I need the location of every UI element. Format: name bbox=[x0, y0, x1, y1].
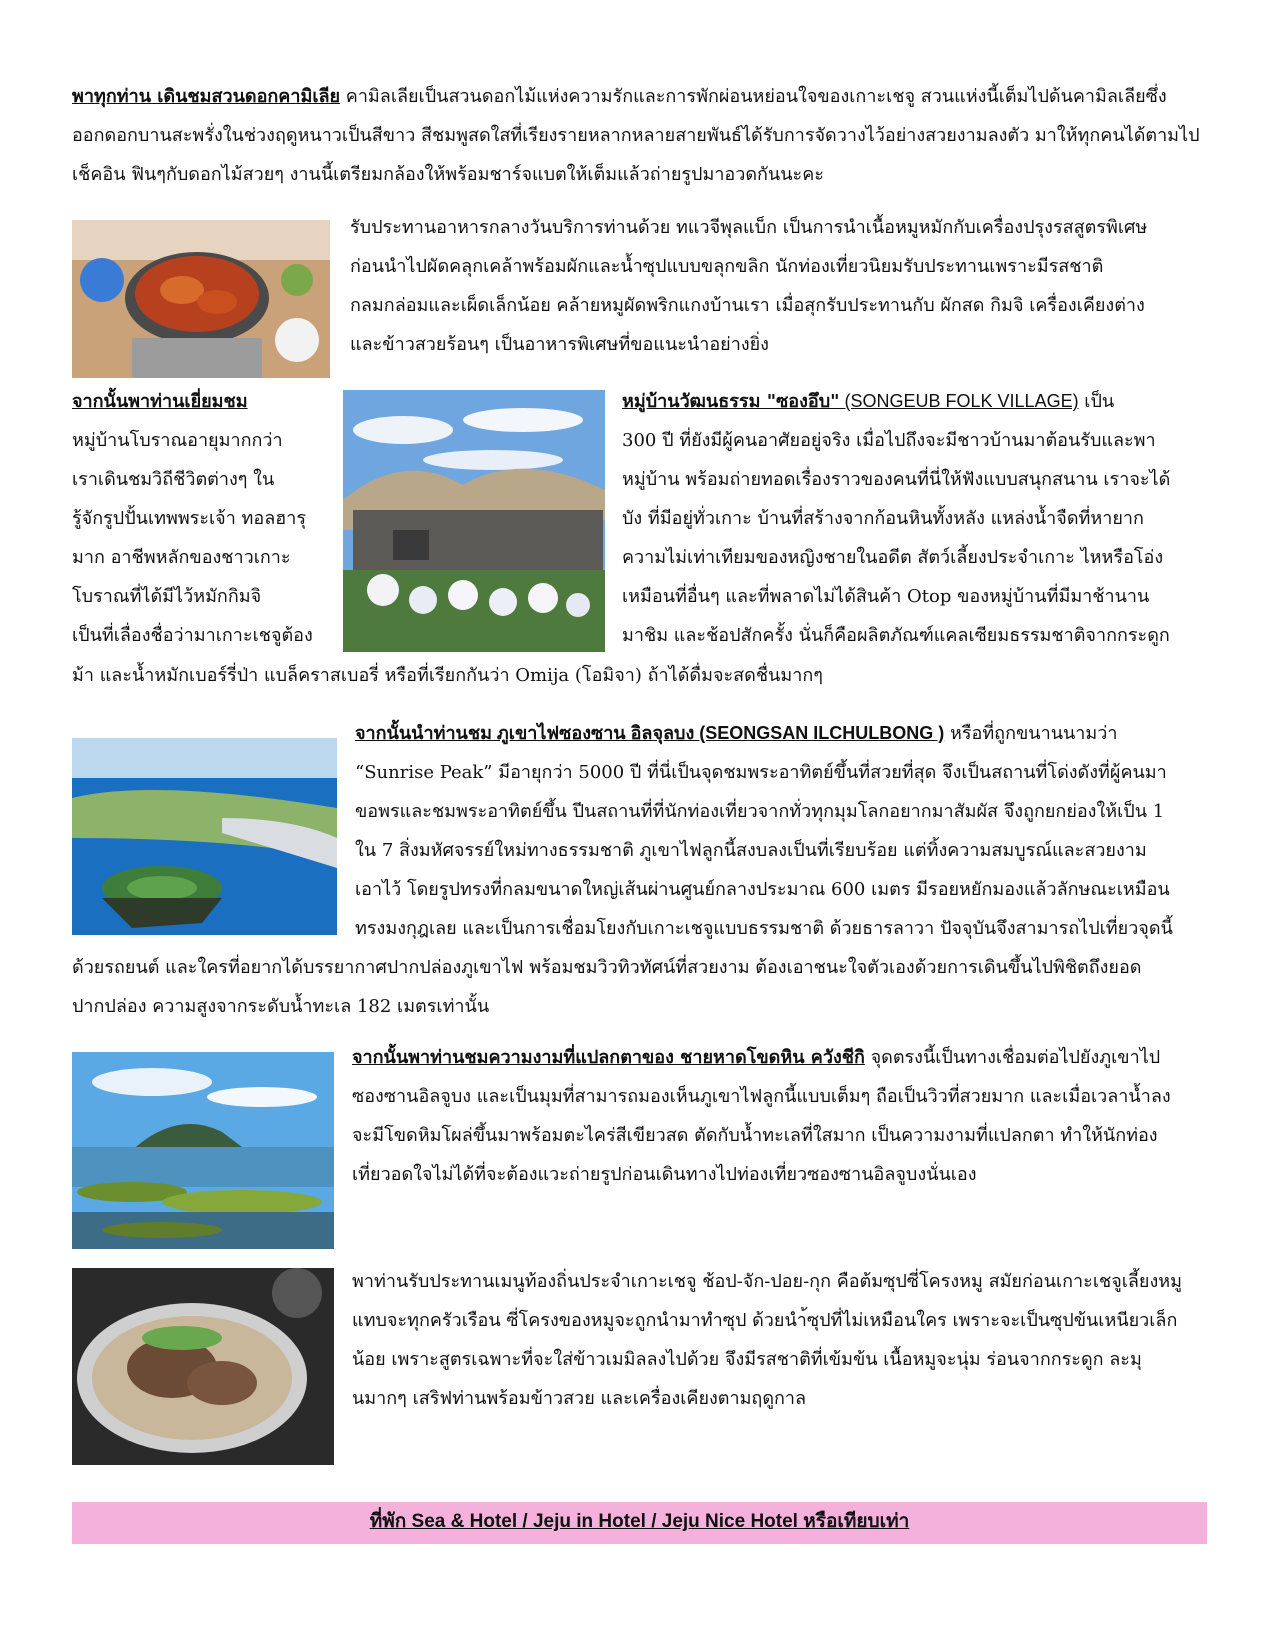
lunch-paragraph: รับประทานอาหารกลางวันบริการท่านด้วย ทแวจีพุลแบ็ก เป็นการนำเนื้อหมูหมักกับเครื่องปรุงรสสูตรพิเศษก่อนนำไปผัดคลุกเคล้าพร้อมผักและน้ำซุปแบบขลุกขลิก นักท่องเที่ยวนิยมรับประทานเพราะมีรสชาติกลมกล่อมและเผ็ดเล็กน้อย คล้ายหมูผัดพริกแกงบ้านเรา เมื่อสุกรับประทานกับ ผักสด กิมจิ เครื่องเคียงต่าง และข้าวสวยร้อนๆ เป็นอาหารพิเศษที่ขอแนะนำอย่างยิ่ง bbox=[350, 217, 1148, 355]
folk-heading-left: จากนั้นพาท่านเยี่ยมชม bbox=[72, 391, 248, 412]
hotel-banner bbox=[72, 1502, 1207, 1544]
hotel-text: ที่พัก Sea & Hotel / Jeju in Hotel / Jeju Nice Hotel หรือเทียบเท่า bbox=[369, 1511, 910, 1532]
folk-left-column bbox=[72, 382, 342, 655]
folk-left-line: หมู่บ้านโบราณอายุมากกว่า bbox=[72, 430, 283, 451]
folk-right-column bbox=[622, 382, 1212, 655]
seongsan-line: หรือที่ถูกขนานนามว่า bbox=[944, 723, 1118, 744]
seongsan-line: ทรงมงกุฎเลย และเป็นการเชื่อมโยงกับเกาะเชจูแบบธรรมชาติ ด้วยธารลาวา ปัจจุบันจึงสามารถไปเที่ยวจุดนี้ bbox=[355, 918, 1173, 939]
seongsan-line: “Sunrise Peak” มีอายุกว่า 5000 ปี ที่นี่เป็นจุดชมพระอาทิตย์ขึ้นที่สวยที่สุด จึงเป็นสถานที่โด่งดังที่ผู้คนมา bbox=[355, 762, 1167, 783]
seongsan-line: เอาไว้ โดยรูปทรงที่กลมขนาดใหญ่เส้นผ่านศูนย์กลางประมาณ 600 เมตร มีรอยหยักมองแล้วลักษณะเหมือน bbox=[355, 879, 1170, 900]
seongsan-first-line bbox=[355, 714, 1190, 753]
gwangchigi-paragraph bbox=[352, 1038, 1190, 1194]
seongsan-line: ขอพรและชมพระอาทิตย์ขึ้น ปีนสถานที่ที่นักท่องเที่ยวจากทั่วทุกมุมโลกอยากมาสัมผัส จึงถูกยกย่องให้เป็น 1 bbox=[355, 801, 1165, 822]
gwangchigi-body: จุดตรงนี้เป็นทางเชื่อมต่อไปยังภูเขาไปซองซานอิลจูบง และเป็นมุมที่สามารถมองเห็นภูเขาไฟลูกนี้แบบเต็มๆ ถือเป็นวิวที่สวยมาก และเมื่อเวลาน้ำลงจะมีโขดหิมโผล่ขึ้นมาพร้อมตะไคร่สีเขียวสด ตัดกับน้ำทะเลที่ใสมาก เป็นความงามที่แปลกตา ทำให้นักท่องเที่ยวอดใจไม่ได้ที่จะต้องแวะถ่ายรูปก่อนเดินทางไปท่องเที่ยวซองซานอิลจูบงนั่นเอง bbox=[352, 1047, 1171, 1185]
folk-heading-right: หมู่บ้านวัฒนธรรม "ซองอึบ" bbox=[622, 391, 840, 412]
seongsan-full-lines bbox=[72, 948, 1207, 1026]
gwangchigi-heading: จากนั้นพาท่านชมความงามที่แปลกตาของ ชายหาดโขดหิน ควังชีกิ bbox=[352, 1047, 865, 1068]
gwangchigi-photo bbox=[72, 1052, 334, 1249]
camellia-paragraph bbox=[72, 77, 1207, 194]
folk-right-line: 300 ปี ที่ยังมีผู้คนอาศัยอยู่จริง เมื่อไปถึงจะมีชาวบ้านมาต้อนรับและพา bbox=[622, 430, 1156, 451]
folk-right-line: ความไม่เท่าเทียมของหญิงชายในอดีต สัตว์เลี้ยงประจำเกาะ ไหหรือโอ่ง bbox=[622, 547, 1164, 568]
seongsan-line: ใน 7 สิ่งมหัศจรรย์ใหม่ทางธรรมชาติ ภูเขาไฟลูกนี้สงบลงเป็นที่เรียบร้อย แต่ทิ้งความสมบูรณ์และสวยงาม bbox=[355, 840, 1147, 861]
folk-village-photo bbox=[343, 390, 605, 652]
folk-heading-right-tail: เป็น bbox=[1078, 391, 1115, 412]
folk-heading-right-line bbox=[622, 382, 1212, 421]
folk-left-line: โบราณที่ได้มีไว้หมักกิมจิ bbox=[72, 586, 262, 607]
folk-final-line: ม้า และน้ำหมักเบอร์รี่ป่า แบล็คราสเบอรี่ หรือที่เรียกกันว่า Omija (โอมิจา) ถ้าได้ดื่มจะสดชื่นมากๆ bbox=[72, 665, 823, 686]
seongsan-column bbox=[355, 714, 1190, 948]
seongsan-photo bbox=[72, 738, 337, 935]
seongsan-full-line: ปากปล่อง ความสูงจากระดับน้ำทะเล 182 เมตรเท่านั้น bbox=[72, 996, 490, 1017]
seongsan-full-line: ด้วยรถยนต์ และใครที่อยากได้บรรยากาศปากปล่องภูเขาไฟ พร้อมชมวิวทิวทัศน์ที่สวยงาม ต้องเอาชนะใจตัวเองด้วยการเดินขึ้นไปพิชิตถึงยอด bbox=[72, 957, 1142, 978]
folk-right-line: บัง ที่มีอยู่ทั่วเกาะ บ้านที่สร้างจากก้อนหินทั้งหลัง แหล่งน้ำจืดที่หายาก bbox=[622, 508, 1144, 529]
folk-left-line: มาก อาชีพหลักของชาวเกาะ bbox=[72, 547, 291, 568]
camellia-body: คามิลเลียเป็นสวนดอกไม้แห่งความรักและการพักผ่อนหย่อนใจของเกาะเชจู สวนแห่งนี้เต็มไปด้นคามิลเลียซึ่งออกดอกบานสะพรั่งในช่วงฤดูหนาวเป็นสีขาว สีชมพูสดใสที่เรียงรายหลากหลายสายพันธ์ได้รับการจัดวางไว้อย่างสวยงามลงตัว มาให้ทุกคนได้ตามไปเช็คอิน ฟินๆกับดอกไม้สวยๆ งานนี้เตรียมกล้องให้พร้อมชาร์จแบตให้เต็มแล้วถ่ายรูปมาอวดกันนะคะ bbox=[72, 86, 1200, 185]
folk-left-line: เป็นที่เลื่องชื่อว่ามาเกาะเชจูต้อง bbox=[72, 625, 313, 646]
folk-left-line: เราเดินชมวิถีชีวิตต่างๆ ใน bbox=[72, 469, 275, 490]
seongsan-heading: จากนั้นนำท่านชม ภูเขาไฟซองซาน อิลจุลบง (SEONGSAN ILCHULBONG ) bbox=[355, 723, 945, 743]
folk-left-line: รู้จักรูปปั้นเทพพระเจ้า ทอลฮารุ bbox=[72, 508, 307, 529]
folk-right-line: หมู่บ้าน พร้อมถ่ายทอดเรื่องราวของคนที่นี่ให้ฟังแบบสนุกสนาน เราจะได้ bbox=[622, 469, 1171, 490]
folk-right-line: เหมือนที่อื่นๆ และที่พลาดไม่ได้สินค้า Otop ของหมู่บ้านที่มีมาช้านาน bbox=[622, 586, 1150, 607]
camellia-heading: พาทุกท่าน เดินชมสวนดอกคามิเลีย bbox=[72, 86, 341, 107]
folk-heading-right-en: (SONGEUB FOLK VILLAGE) bbox=[839, 391, 1079, 411]
dinner-paragraph: พาท่านรับประทานเมนูท้องถิ่นประจำเกาะเชจู ช้อป-จัก-ปอย-กุก คือต้มซุปซี่โครงหมู สมัยก่อนเกาะเชจูเลี้ยงหมูแทบจะทุกครัวเรือน ซี่โครงของหมูจะถูกนำมาทำซุป ด้วยนำ้ซุปที่ไม่เหมือนใคร เพราะจะเป็นซุปข้นเหนียวเล็กน้อย เพราะสูตรเฉพาะที่จะใส่ข้าวเมมิลลงไปด้วย จึงมีรสชาติที่เข้มข้น เนื้อหมูจะนุ่ม ร่อนจากกระดูก ละมุนมากๆ เสริฟท่านพร้อมข้าวสวย และเครื่องเคียงตามฤดูกาล bbox=[352, 1271, 1182, 1409]
dinner-photo bbox=[72, 1268, 334, 1465]
lunch-photo bbox=[72, 220, 330, 378]
folk-right-line: มาชิม และช้อปสักครั้ง นั่นก็คือผลิตภัณฑ์แคลเซียมธรรมชาติจากกระดูก bbox=[622, 625, 1170, 646]
